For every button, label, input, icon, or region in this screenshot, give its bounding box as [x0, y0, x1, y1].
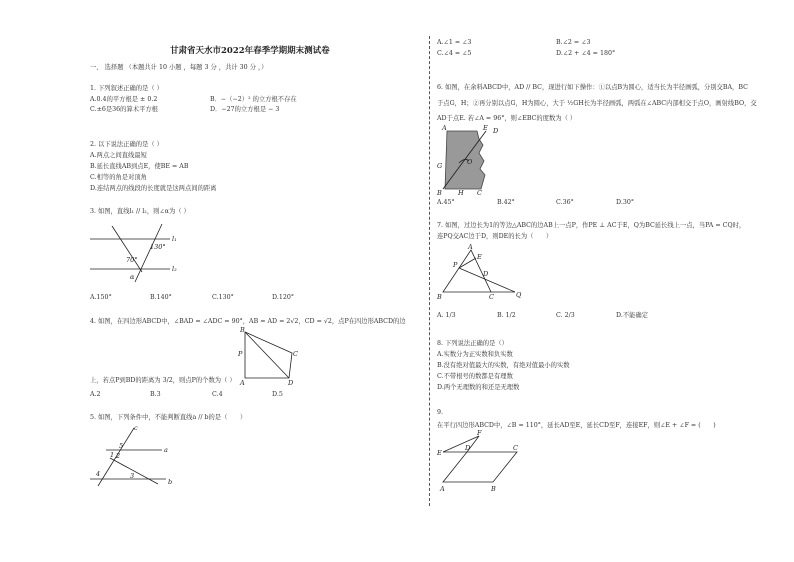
q3-transversal-1: [135, 224, 162, 282]
q9-label-f: F: [477, 429, 482, 437]
q9-label-e: E: [437, 449, 442, 457]
section-heading: 一、 选择题 （本题共计 10 小题 ，每题 3 分 ，共计 30 分 ，）: [90, 64, 268, 71]
q5-label-1: 1: [110, 451, 115, 459]
q7-label-e: E: [477, 253, 482, 261]
q3-label-l1: l₁: [172, 235, 177, 243]
q5-option-b: B.∠2 = ∠3: [556, 39, 591, 46]
q5-label-a: a: [164, 446, 168, 454]
q9-stem: 在平行四边形ABCD中，∠B = 110°，延长AD至E，延长CD至F，连接EF，则∠E + ∠F = ( ): [437, 422, 716, 429]
q3-label-130: 130°: [150, 243, 166, 251]
q4-figure: [238, 326, 302, 388]
q7-label-q: Q: [516, 291, 522, 299]
q4-stem-continued: 上，若点P到BD的距离为 3/2，则点P的个数为（ ）: [90, 377, 236, 384]
q5-option-d: D.∠2 + ∠4 = 180°: [556, 50, 616, 57]
q7-line-pe: [459, 258, 476, 268]
q8-option-a: A.实数分为正实数和负实数: [437, 351, 513, 358]
q4-option-d: D.5: [272, 391, 283, 398]
q9-label-b: B: [491, 485, 496, 493]
q6-option-a: A.45°: [437, 199, 455, 206]
q3-figure: [90, 222, 190, 284]
page-title: 甘肃省天水市2022年春季学期期末测试卷: [170, 46, 330, 56]
q4-label-a: A: [240, 379, 245, 387]
q3-label-70: 70°: [126, 256, 138, 264]
q3-option-a: A.150°: [90, 294, 112, 301]
q5-label-2: 2: [116, 452, 121, 460]
q4-stem: 4. 如图，在四边形ABCD中，∠BAD = ∠ADC = 90°，AB = AD = 2√2，CD = √2，点P在四边形ABCD的边: [90, 318, 406, 325]
q2-option-a: A.两点之间直线最短: [90, 152, 147, 159]
q2-option-b: B.延长直线AB到点E，使BE = AB: [90, 163, 189, 170]
q5-label-c: c: [134, 424, 138, 432]
q9-figure: [437, 430, 527, 494]
q4-label-d: D: [288, 379, 294, 387]
q3-label-l2: l₂: [172, 265, 177, 273]
q5-option-c: C.∠4 = ∠5: [437, 50, 472, 57]
q4-diagonal-bd: [245, 332, 289, 378]
q2-stem: 2. 以下说法正确的是（ ）: [90, 141, 163, 148]
q6-label-o: O: [467, 158, 473, 166]
q6-stem-line3: AD于点E. 若∠A = 96°，则∠EBC的度数为（ ）: [437, 115, 577, 122]
q4-option-a: A.2: [90, 391, 101, 398]
q7-stem-line1: 7. 如图，过边长为1的等边△ABC的边AB上一点P，作PE ⊥ AC于E，Q为BC延长线上一点，当PA = CQ时，: [437, 222, 746, 229]
q7-label-b: B: [437, 293, 442, 301]
q5-line-d: [110, 458, 158, 484]
q6-stem-line1: 6. 如图，在余料ABCD中，AD // BC，现进行如下操作：①以点B为圆心，适当长为半径画弧，分别交BA，BC: [437, 84, 748, 91]
q7-label-p: P: [453, 261, 458, 269]
q6-option-c: C.36°: [556, 199, 574, 206]
q4-label-b: B: [240, 326, 245, 334]
q5-label-4: 4: [96, 470, 101, 478]
q1-option-a: A.0.4的平方根是 ± 0.2: [90, 96, 158, 103]
q3-stem: 3. 如图，直线l₁ // l₂，则∠α为（ ）: [90, 208, 190, 215]
q9-line-ef: [443, 436, 479, 452]
q3-transversal-2: [112, 226, 142, 272]
q1-option-d: D．−27的立方根是 − 3: [210, 106, 280, 113]
q9-label-d: D: [465, 444, 471, 452]
q2-option-c: C.相等的角是对顶角: [90, 174, 147, 181]
q7-label-d: D: [483, 270, 489, 278]
q6-label-a: A: [442, 124, 447, 132]
q6-stem-line2: 于点G，H；②再分别以点G，H为圆心，大于 ½GH长为半径画弧，两弧在∠ABC内部相交于点O，画射线BO，交: [437, 100, 757, 107]
q7-stem-line2: 连PQ交AC边于D，则DE的长为（ ）: [437, 233, 553, 240]
q6-option-b: B.42°: [497, 199, 515, 206]
q8-option-b: B.没有绝对值最大的实数，有绝对值最小的实数: [437, 362, 570, 369]
q4-option-b: B.3: [150, 391, 161, 398]
q6-label-h: H: [458, 189, 464, 197]
q6-label-b: B: [437, 189, 442, 197]
q6-label-g: G: [437, 162, 443, 170]
q5-label-5: 5: [119, 442, 124, 450]
q9-label-a: A: [440, 485, 445, 493]
q9-number: 9.: [437, 409, 444, 416]
q6-figure: [437, 123, 497, 197]
q7-option-d: D.不能确定: [616, 312, 649, 319]
q4-option-c: C.4: [212, 391, 223, 398]
q6-label-c: C: [477, 189, 482, 197]
q7-label-c: C: [489, 293, 494, 301]
q4-label-c: C: [293, 350, 298, 358]
q5-label-b: b: [168, 478, 173, 486]
q1-option-b: B．−（−2）² 的立方根不存在: [210, 96, 297, 103]
q5-stem: 5. 如图，下列条件中，不能判断直线a // b的是（ ）: [90, 414, 247, 421]
column-divider: [429, 36, 430, 506]
q5-figure: [90, 422, 174, 488]
q2-option-d: D.连结两点的线段的长度就是这两点间的距离: [90, 185, 217, 192]
q7-option-c: C. 2/3: [556, 312, 575, 319]
q3-option-d: D.120°: [272, 294, 294, 301]
q3-option-b: B.140°: [150, 294, 172, 301]
q5-label-3: 3: [130, 472, 135, 480]
q1-option-c: C.±6是36的算术平方根: [90, 106, 158, 113]
q7-option-a: A. 1/3: [437, 312, 456, 319]
q8-option-d: D.两个无理数的和还是无理数: [437, 384, 520, 391]
q8-option-c: C.不带根号的数都是有理数: [437, 373, 513, 380]
q9-label-c: C: [513, 444, 518, 452]
q9-parallelogram: [443, 452, 517, 482]
q6-label-e: E: [483, 124, 488, 132]
q7-label-a: A: [468, 243, 473, 251]
q3-option-c: C.130°: [212, 294, 234, 301]
q7-option-b: B. 1/2: [497, 312, 516, 319]
q4-label-p: P: [238, 350, 243, 358]
q1-stem: 1. 下列叙述正确的是（ ）: [90, 85, 163, 92]
q8-stem: 8. 下列说法正确的是（）: [437, 340, 508, 347]
q6-option-d: D.30°: [616, 199, 634, 206]
q3-label-alpha: α: [130, 273, 135, 281]
q5-option-a: A.∠1 = ∠3: [437, 39, 472, 46]
q7-figure: [437, 245, 527, 301]
q6-label-d: D: [493, 127, 499, 135]
